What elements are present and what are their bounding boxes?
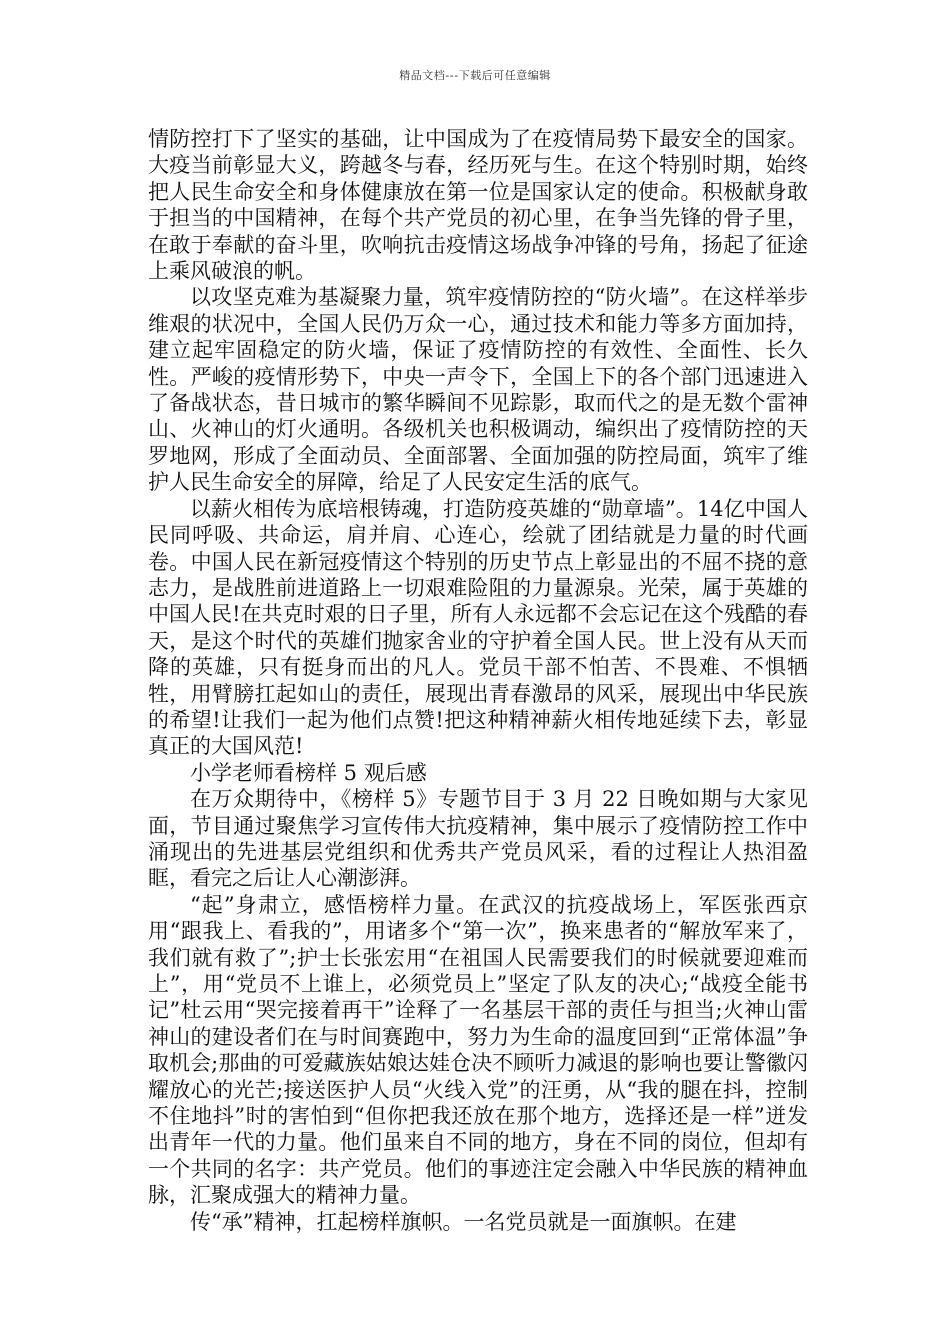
document-body (148, 126, 808, 1235)
paragraph-intro: 在万众期待中，《榜样 5》专题节目于 3 月 22 日晚如期与大家见面，节目通过聚焦学习宣传伟大抗疫精神，集中展示了疫情防控工作中涌现出的先进基层党组织和优秀共产党员风采，看的过程让人热泪盈眶，看完之后让人心潮澎湃。 (148, 787, 808, 891)
page-header: 精品文档---下载后可任意编辑 (399, 69, 551, 82)
paragraph-continuation: 情防控打下了坚实的基础，让中国成为了在疫情局势下最安全的国家。大疫当前彰显大义，跨越冬与春，经历死与生。在这个特别时期，始终把人民生命安全和身体健康放在第一位是国家认定的使命。积极献身敢于担当的中国精神，在每个共产党员的初心里，在争当先锋的骨子里，在敢于奉献的奋斗里，吹响抗击疫情这场战争冲锋的号角，扬起了征途上乘风破浪的帆。 (148, 127, 808, 284)
paragraph-inherit: 传“承”精神，扛起榜样旗帜。一名党员就是一面旗帜。在建 (190, 1209, 737, 1234)
paragraph-firewall: 以攻坚克难为基凝聚力量，筑牢疫情防控的“防火墙”。在这样举步维艰的状况中，全国人民仍万众一心，通过技术和能力等多方面加持，建立起牢固稳定的防火墙，保证了疫情防控的有效性、全面性、长久性。严峻的疫情形势下，中央一声令下，全国上下的各个部门迅速进入了备战状态，昔日城市的繁华瞬间不见踪影，取而代之的是无数个雷神山、火神山的灯火通明。各级机关也积极调动，编织出了疫情防控的天罗地网，形成了全面动员、全面部署、全面加强的防控局面，筑牢了维护人民生命安全的屏障，给足了人民安定生活的底气。 (148, 285, 808, 495)
paragraph-rise: “起”身肃立，感悟榜样力量。在武汉的抗疫战场上，军医张西京用“跟我上、看我的”，用诸多个“第一次”，换来患者的“解放军来了，我们就有救了”;护士长张宏用“在祖国人民需要我们的时候就要迎难而上”，用“党员不上谁上，必须党员上”坚定了队友的决心;“战疫全能书记”杜云用“哭完接着再干”诠释了一名基层干部的责任与担当;火神山雷神山的建设者们在与时间赛跑中，努力为生命的温度回到“正常体温”争取机会;那曲的可爱藏族姑娘达娃仓决不顾听力减退的影响也要让警徽闪耀放心的光芒;接送医护人员“火线入党”的汪勇，从“我的腿在抖，控制不住地抖”时的害怕到“但你把我还放在那个地方，选择还是一样”迸发出青年一代的力量。他们虽来自不同的地方，身在不同的岗位，但却有一个共同的名字：共产党员。他们的事迹注定会融入中华民族的精神血脉，汇聚成强大的精神力量。 (148, 892, 808, 1208)
paragraph-medal-wall: 以薪火相传为底培根铸魂，打造防疫英雄的“勋章墙”。14亿中国人民同呼吸、共命运，肩并肩、心连心，绘就了团结就是力量的时代画卷。中国人民在新冠疫情这个特别的历史节点上彰显出的不屈不挠的意志力，是战胜前进道路上一切艰难险阻的力量源泉。光荣，属于英雄的中国人民!在共克时艰的日子里，所有人永远都不会忘记在这个残酷的春天，是这个时代的英雄们抛家舍业的守护着全国人民。世上没有从天而降的英雄，只有挺身而出的凡人。党员干部不怕苦、不畏难、不惧牺牲，用臂膀扛起如山的责任，展现出青春激昂的风采，展现出中华民族的希望!让我们一起为他们点赞!把这种精神薪火相传地延续下去，彰显真正的大国风范! (148, 496, 808, 759)
section-title: 小学老师看榜样 5 观后感 (190, 760, 427, 785)
